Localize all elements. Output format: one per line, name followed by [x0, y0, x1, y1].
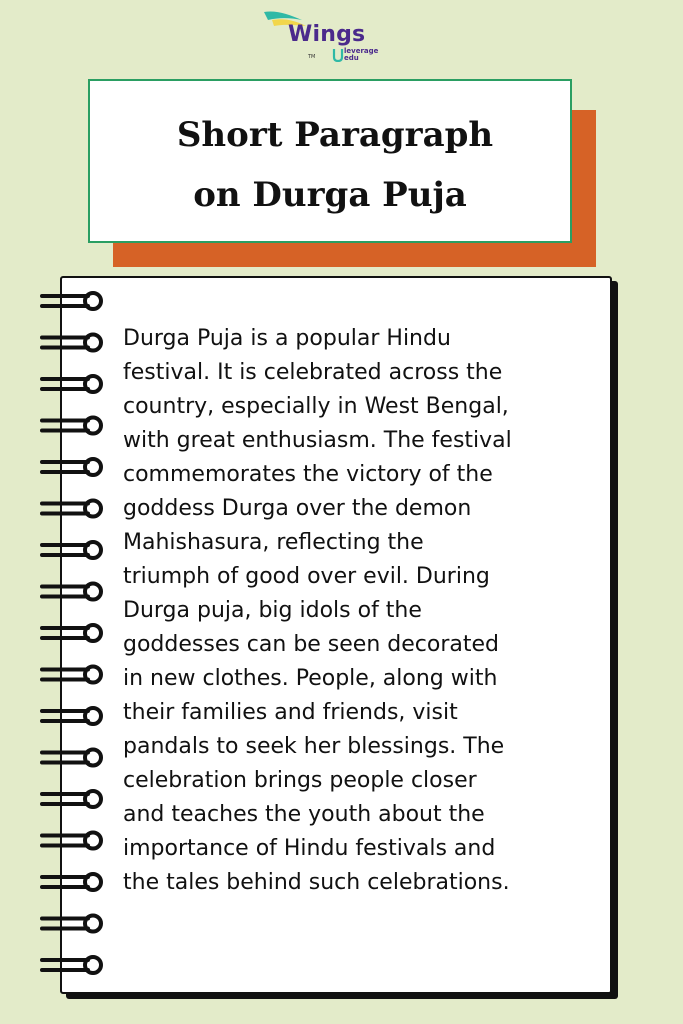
spiral-ring-icon — [42, 916, 101, 932]
paragraph-line: their families and friends, visit — [123, 700, 458, 725]
spiral-ring-icon — [42, 667, 101, 683]
paragraph-line: triumph of good over evil. During — [123, 564, 490, 589]
spiral-ring-icon — [42, 584, 101, 600]
logo-subtext — [344, 48, 384, 62]
spiral-ring-icon — [42, 833, 101, 849]
paragraph-line: in new clothes. People, along with — [123, 666, 498, 691]
spiral-ring-icon — [42, 418, 101, 434]
paragraph-line: the tales behind such celebrations. — [123, 870, 510, 895]
paragraph-line: goddesses can be seen decorated — [123, 632, 499, 657]
paragraph-line: importance of Hindu festivals and — [123, 836, 496, 861]
logo-brand-text: Wings — [288, 22, 366, 47]
leverage-edu-mark-icon — [332, 48, 344, 62]
paragraph-line: Mahishasura, reflecting the — [123, 530, 424, 555]
spiral-ring-icon — [42, 625, 101, 641]
logo-sub-line1: leverage — [344, 47, 379, 55]
logo-sub-line2: edu — [344, 54, 359, 62]
spiral-ring-icon — [42, 335, 101, 351]
wings-logo — [262, 8, 382, 72]
spiral-ring-icon — [42, 293, 101, 309]
logo-tm: TM — [308, 54, 316, 60]
spiral-binding-icon — [38, 285, 118, 985]
spiral-ring-icon — [42, 542, 101, 558]
paragraph-line: goddess Durga over the demon — [123, 496, 472, 521]
spiral-ring-icon — [42, 750, 101, 766]
paragraph-text — [123, 322, 593, 900]
spiral-ring-icon — [42, 791, 101, 807]
spiral-ring-icon — [42, 459, 101, 475]
paragraph-line: celebration brings people closer — [123, 768, 477, 793]
paragraph-line: with great enthusiasm. The festival — [123, 428, 512, 453]
title-line-2: on Durga Puja — [193, 175, 467, 215]
paragraph-line: Durga Puja is a popular Hindu — [123, 326, 451, 351]
spiral-ring-icon — [42, 376, 101, 392]
title-card — [88, 79, 572, 243]
paragraph-line: pandals to seek her blessings. The — [123, 734, 505, 759]
spiral-ring-icon — [42, 501, 101, 517]
paragraph-line: Durga puja, big idols of the — [123, 598, 422, 623]
paragraph-line: commemorates the victory of the — [123, 462, 493, 487]
paragraph-line: festival. It is celebrated across the — [123, 360, 503, 385]
spiral-ring-icon — [42, 708, 101, 724]
paragraph-line: country, especially in West Bengal, — [123, 394, 509, 419]
spiral-ring-icon — [42, 957, 101, 973]
spiral-ring-icon — [42, 874, 101, 890]
title-line-1: Short Paragraph — [176, 115, 494, 155]
paragraph-line: and teaches the youth about the — [123, 802, 485, 827]
